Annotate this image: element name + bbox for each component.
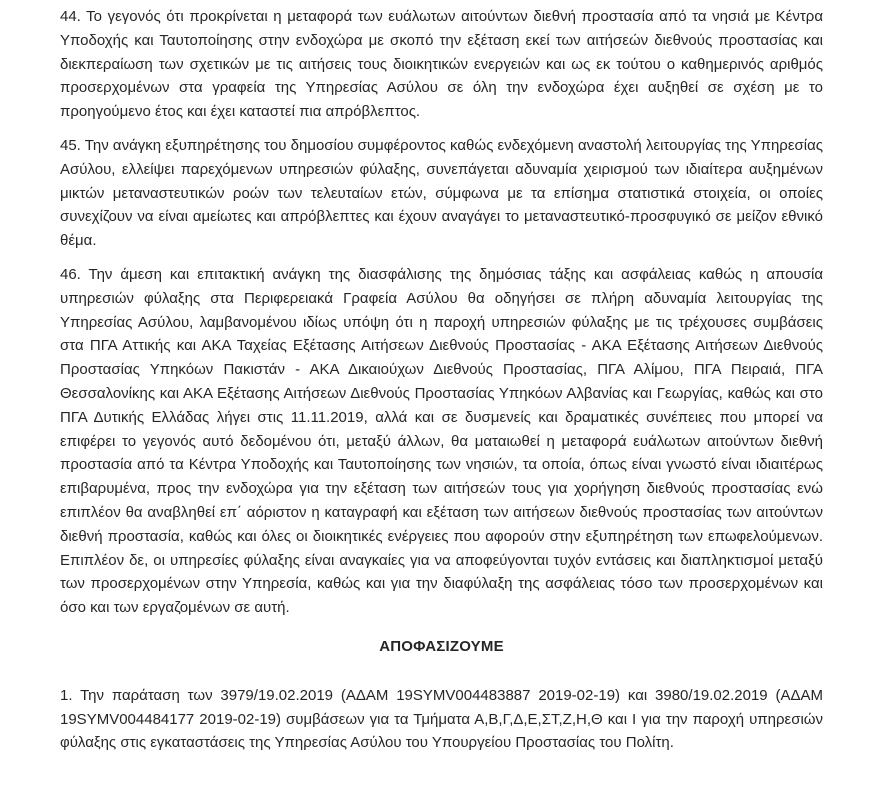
paragraph-46: 46. Την άμεση και επιτακτική ανάγκη της διασφάλισης της δημόσιας τάξης και ασφάλειας καθώς η απουσία υπηρεσιών φύλαξης στα Περιφερειακά Γραφεία Ασύλου θα οδηγήσει σε πλήρη αδυναμία λειτουργίας της Υπηρεσίας Ασύλου, λαμβανομένου ιδίως υπόψη ότι η παροχή υπηρεσιών φύλαξης με τις τρέχουσες συμβάσεις στα ΠΓΑ Αττικής και ΑΚΑ Ταχείας Εξέτασης Αιτήσεων Διεθνούς Προστασίας - ΑΚΑ Εξέτασης Αιτήσεων Διεθνούς Προστασίας Υπηκόων Πακιστάν - ΑΚΑ Δικαιούχων Διεθνούς Προστασίας, ΠΓΑ Αλίμου, ΠΓΑ Πειραιά, ΠΓΑ Θεσσαλονίκης και ΑΚΑ Εξέτασης Αιτήσεων Διεθνούς Προστασίας Υπηκόων Αλβανίας και Γεωργίας, καθώς και στο ΠΓΑ Δυτικής Ελλάδας λήγει στις 11.11.2019, αλλά και σε δυσμενείς και δραματικές συνέπειες που μπορεί να επιφέρει το γεγονός αυτό δεδομένου ότι, μεταξύ άλλων, θα ματαιωθεί η μεταφορά ευάλωτων αιτούντων διεθνή προστασία από τα Κέντρα Υποδοχής και Ταυτοποίησης των νησιών, τα οποία, όπως είναι γνωστό είναι ιδιαιτέρως επιβαρυμένα, προς την ενδοχώρα για την εξέταση των αιτήσεών τους για χορήγηση διεθνούς προστασίας ενώ επιπλέον θα αναβληθεί επ΄ αόριστον η καταγραφή και εξέταση των αιτήσεων διεθνούς προστασίας των αιτούντων διεθνή προστασία, καθώς και όλες οι διοικητικές ενέργειες που αφορούν στην εξυπηρέτηση των επωφελούμενων. Επιπλέον δε, οι υπηρεσίες φύλαξης είναι αναγκαίες για να αποφεύγονται τυχόν εντάσεις και διαπληκτισμοί μεταξύ των προσερχομένων στην Υπηρεσία, καθώς και για την διαφύλαξη της ασφάλειας τόσο των προσερχομένων και όσο και των εργαζομένων σε αυτή. <box>60 265 823 617</box>
decision-paragraph-1: 1. Την παράταση των 3979/19.02.2019 (ΑΔΑΜ 19SYMV004483887 2019-02-19) και 3980/19.02.2019 (ΑΔΑΜ 19SYMV004484177 2019-02-19) συμβάσεων για τα Τμήματα Α,Β,Γ,Δ,Ε,ΣΤ,Ζ,Η,Θ και Ι για την παροχή υπηρεσιών φύλαξης στις εγκαταστάσεις της Υπηρεσίας Ασύλου του Υπουργείου Προστασίας του Πολίτη. <box>60 686 823 752</box>
paragraph-44: 44. Το γεγονός ότι προκρίνεται η μεταφορά των ευάλωτων αιτούντων διεθνή προστασία από τα νησιά με Κέντρα Υποδοχής και Ταυτοποίησης στην ενδοχώρα με σκοπό την εξέταση εκεί των αιτήσεών διεθνούς προστασίας και διεκπεραίωση των σχετικών με τις αιτήσεις τους διοικητικών ενεργειών και ως εκ τούτου ο καθημερινός αριθμός προσερχομένων στα γραφεία της Υπηρεσίας Ασύλου σε όλη την ενδοχώρα έχει αυξηθεί σε σχέση με το προηγούμενο έτος και έχει καταστεί πια απρόβλεπτος. <box>60 8 823 121</box>
paragraph-45: 45. Την ανάγκη εξυπηρέτησης του δημοσίου συμφέροντος καθώς ενδεχόμενη αναστολή λειτουργίας της Υπηρεσίας Ασύλου, ελλείψει παρεχόμενων υπηρεσιών φύλαξης, συνεπάγεται αδυναμία χειρισμού των ιδιαίτερα αυξημένων μικτών μεταναστευτικών ροών των τελευταίων ετών, σύμφωνα με τα επίσημα στατιστικά στοιχεία, οι οποίες συνεχίζουν να είναι αμείωτες και απρόβλεπτες και έχουν αναγάγει το μεταναστευτικό-προσφυγικό σε μείζον εθνικό θέμα. <box>60 136 823 250</box>
decision-heading: ΑΠΟΦΑΣΙΖΟΥΜΕ <box>379 637 504 655</box>
